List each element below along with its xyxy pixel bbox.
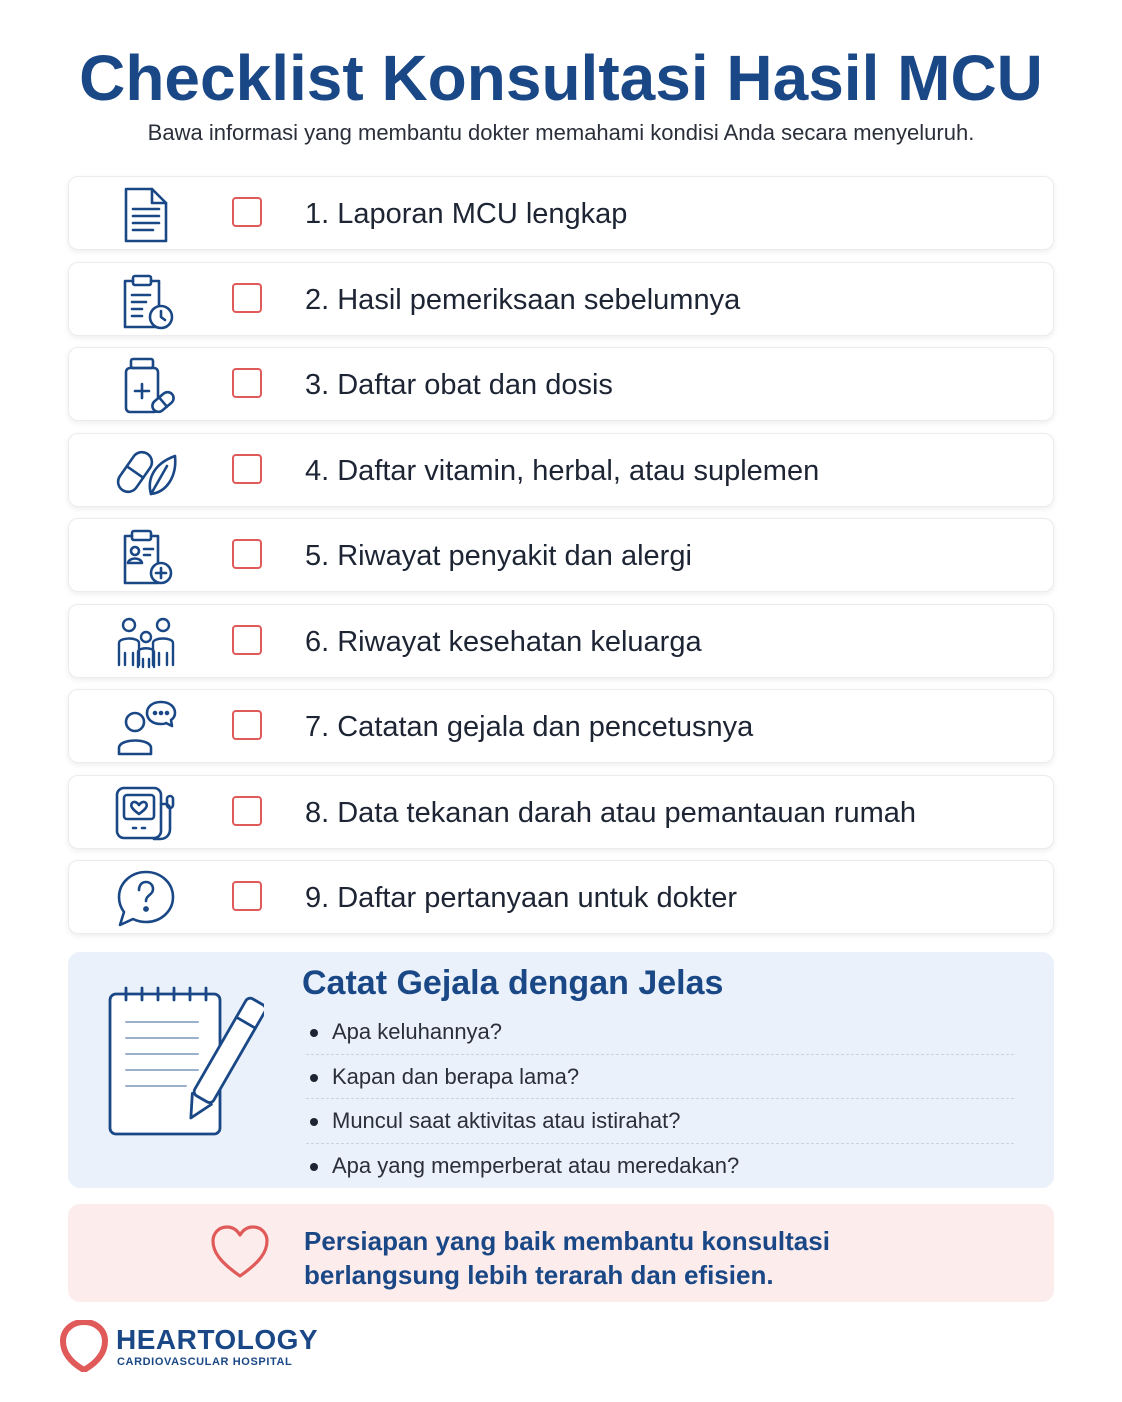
preparation-banner: [68, 1204, 1054, 1302]
checklist-item-label: 9. Daftar pertanyaan untuk dokter: [305, 882, 738, 914]
banner-text: [304, 1224, 1004, 1292]
checkbox[interactable]: [232, 710, 262, 740]
checklist-item-label: 1. Laporan MCU lengkap: [305, 198, 628, 230]
list-item: Apa yang memperberat atau meredakan?: [306, 1144, 1014, 1189]
capsule-leaf-icon: [109, 442, 183, 502]
banner-line-2: berlangsung lebih terarah dan efisien.: [304, 1260, 774, 1290]
brand-name: HEARTOLOGY: [116, 1324, 319, 1355]
checkbox[interactable]: [232, 368, 262, 398]
checklist-item-questions[interactable]: [68, 860, 1054, 934]
question-bubble-icon: [109, 869, 183, 929]
checkbox[interactable]: [232, 454, 262, 484]
checklist: [68, 176, 1054, 946]
page-title: Checklist Konsultasi Hasil MCU: [79, 42, 1043, 114]
checklist-item-mcu-report[interactable]: [68, 176, 1054, 250]
checkbox[interactable]: [232, 283, 262, 313]
checkbox[interactable]: [232, 881, 262, 911]
checklist-item-family-history[interactable]: [68, 604, 1054, 678]
checkbox[interactable]: [232, 796, 262, 826]
list-item: Muncul saat aktivitas atau istirahat?: [306, 1099, 1014, 1144]
checklist-item-label: 5. Riwayat penyakit dan alergi: [305, 540, 692, 572]
medical-record-icon: [109, 527, 183, 587]
checklist-item-symptom-notes[interactable]: [68, 689, 1054, 763]
banner-line-1: Persiapan yang baik membantu konsultasi: [304, 1226, 830, 1256]
symptoms-question-list: [306, 1010, 1014, 1188]
checklist-item-previous-results[interactable]: [68, 262, 1054, 336]
checklist-item-medications[interactable]: [68, 347, 1054, 421]
brand-tagline: CARDIOVASCULAR HOSPITAL: [117, 1356, 293, 1368]
symptoms-panel: [68, 952, 1054, 1188]
clipboard-clock-icon: [109, 271, 183, 331]
checkbox[interactable]: [232, 197, 262, 227]
checklist-item-label: 3. Daftar obat dan dosis: [305, 369, 613, 401]
checklist-item-label: 7. Catatan gejala dan pencetusnya: [305, 711, 754, 743]
blood-pressure-monitor-icon: [109, 784, 183, 844]
brand-logo: [60, 1320, 360, 1380]
checklist-item-supplements[interactable]: [68, 433, 1054, 507]
notepad-pen-icon: [104, 982, 264, 1142]
symptoms-panel-title: Catat Gejala dengan Jelas: [302, 964, 724, 1002]
checklist-item-label: 8. Data tekanan darah atau pemantauan rumah: [305, 796, 917, 829]
family-icon: [109, 613, 183, 673]
checklist-item-blood-pressure-data[interactable]: [68, 775, 1054, 849]
document-icon: [109, 185, 183, 245]
checkbox[interactable]: [232, 625, 262, 655]
person-chat-icon: [109, 698, 183, 758]
list-item: Apa keluhannya?: [306, 1010, 1014, 1055]
heartology-logo-icon: [60, 1320, 108, 1372]
checkbox[interactable]: [232, 539, 262, 569]
checklist-item-label: 4. Daftar vitamin, herbal, atau suplemen: [305, 454, 820, 487]
checklist-item-label: 6. Riwayat kesehatan keluarga: [305, 625, 702, 658]
medicine-bottle-icon: [109, 356, 183, 416]
checklist-item-label: 2. Hasil pemeriksaan sebelumnya: [305, 283, 741, 316]
page-subtitle: Bawa informasi yang membantu dokter memahami kondisi Anda secara menyeluruh.: [147, 120, 975, 145]
list-item: Kapan dan berapa lama?: [306, 1055, 1014, 1100]
heart-icon: [210, 1224, 270, 1280]
checklist-item-medical-history[interactable]: [68, 518, 1054, 592]
